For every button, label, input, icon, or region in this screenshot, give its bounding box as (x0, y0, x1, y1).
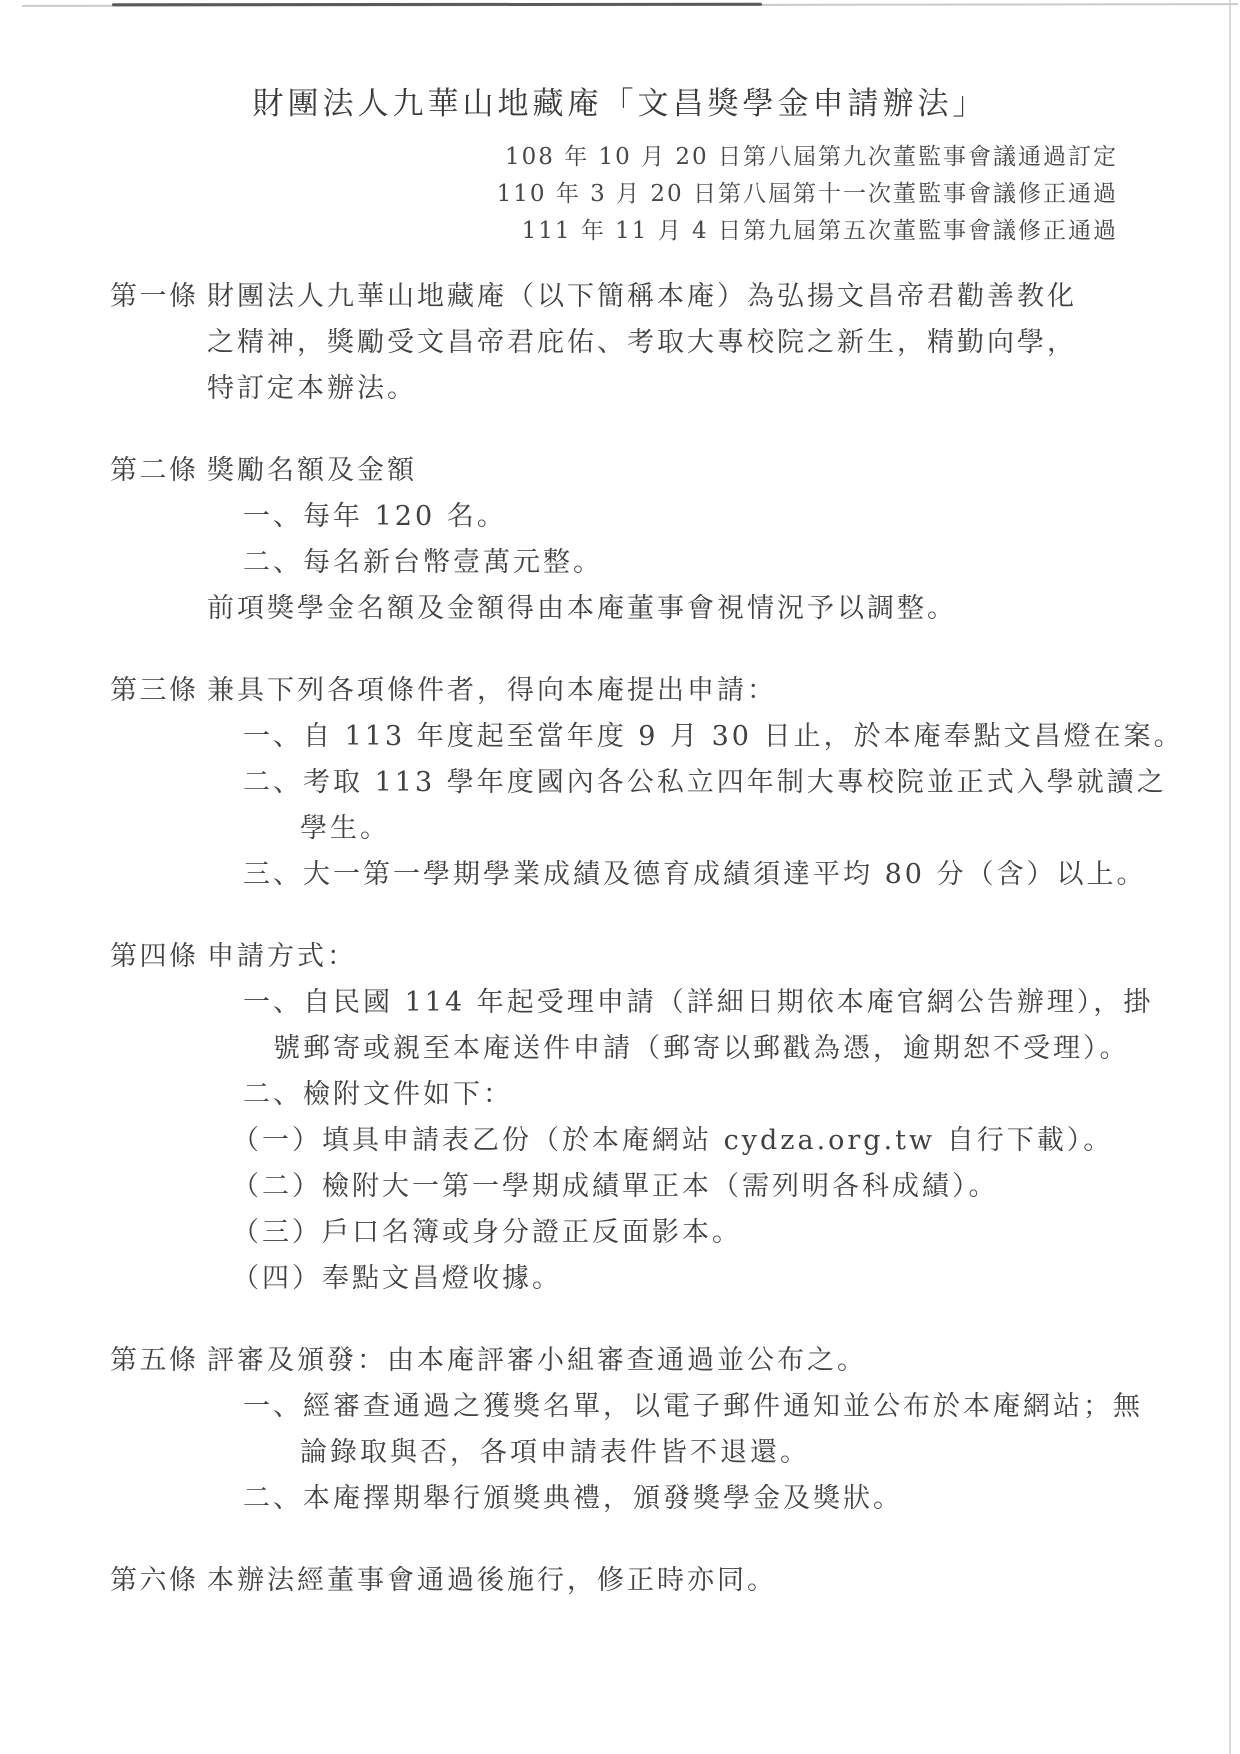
article-line: 財團法人九華山地藏庵（以下簡稱本庵）為弘揚文昌帝君勸善教化 (207, 281, 1077, 312)
article-body (207, 1558, 1140, 1604)
article-line: 論錄取與否，各項申請表件皆不退還。 (300, 1437, 810, 1468)
article-line: 學生。 (300, 813, 390, 844)
scan-artifact-top-line-dark (112, 3, 762, 7)
article-line: 特訂定本辦法。 (207, 373, 417, 404)
revision-entry: 111 年 11 月 4 日第九屆第五次董監事會議修正通過 (521, 218, 1118, 244)
article-line: 獎勵名額及金額 (207, 455, 417, 486)
document-title: 財團法人九華山地藏庵「文昌獎學金申請辦法」 (252, 86, 988, 122)
article-body (207, 1338, 1143, 1522)
article-line: 之精神，獎勵受文昌帝君庇佑、考取大專校院之新生，精勤向學， (207, 327, 1077, 358)
article-line: 一、自 113 年度起至當年度 9 月 30 日止，於本庵奉點文昌燈在案。 (243, 721, 1184, 752)
article-label: 第六條 (110, 1565, 199, 1596)
revision-entry: 110 年 3 月 20 日第八屆第十一次董監事會議修正通過 (496, 181, 1118, 207)
article-line: （四）奉點文昌燈收據。 (232, 1263, 562, 1294)
article-line: 二、考取 113 學年度國內各公私立四年制大專校院並正式入學就讀之 (243, 767, 1167, 798)
article-4 (110, 934, 1154, 1302)
article-line: 評審及頒發：由本庵評審小組審查通過並公布之。 (207, 1345, 867, 1376)
article-label: 第五條 (110, 1345, 199, 1376)
article-line: 號郵寄或親至本庵送件申請（郵寄以郵戳為憑，逾期恕不受理）。 (273, 1033, 1130, 1064)
article-line: 一、經審查通過之獲獎名單，以電子郵件通知並公布於本庵網站；無 (243, 1391, 1143, 1422)
article-body (207, 934, 1153, 1302)
article-line: 一、每年 120 名。 (243, 501, 507, 532)
article-line: 兼具下列各項條件者，得向本庵提出申請： (207, 675, 777, 706)
article-2 (110, 448, 1140, 632)
article-line: 二、每名新台幣壹萬元整。 (243, 547, 603, 578)
article-line: 三、大一第一學期學業成績及德育成績須達平均 80 分（含）以上。 (243, 859, 1147, 890)
article-body (207, 274, 1140, 412)
article-label: 第二條 (110, 455, 199, 486)
article-label: 第四條 (110, 941, 199, 972)
article-line: （二）檢附大一第一學期成績單正本（需列明各科成績）。 (232, 1171, 999, 1202)
revision-entry: 108 年 10 月 20 日第八屆第九次董監事會議通過訂定 (505, 144, 1118, 170)
revision-history (0, 139, 1118, 250)
article-line: 申請方式： (207, 941, 357, 972)
article-line: （三）戶口名簿或身分證正反面影本。 (232, 1217, 742, 1248)
article-line: 二、本庵擇期舉行頒獎典禮，頒發獎學金及獎狀。 (243, 1483, 903, 1514)
article-line: 本辦法經董事會通過後施行，修正時亦同。 (207, 1565, 777, 1596)
articles-section (110, 274, 1184, 1604)
article-body (207, 448, 1140, 632)
article-line: 一、自民國 114 年起受理申請（詳細日期依本庵官網公告辦理），掛 (243, 987, 1154, 1018)
article-label: 第三條 (110, 675, 199, 706)
article-line: （一）填具申請表乙份（於本庵網站 cydza.org.tw 自行下載）。 (232, 1125, 1114, 1156)
article-1 (110, 274, 1140, 412)
article-5 (110, 1338, 1143, 1522)
article-line: 二、檢附文件如下： (243, 1079, 513, 1110)
article-6 (110, 1558, 1140, 1604)
article-line: 前項獎學金名額及金額得由本庵董事會視情況予以調整。 (207, 593, 957, 624)
scan-artifact-right-edge-line (1229, 0, 1231, 1754)
article-body (207, 668, 1184, 898)
article-3 (110, 668, 1184, 898)
article-label: 第一條 (110, 281, 199, 312)
